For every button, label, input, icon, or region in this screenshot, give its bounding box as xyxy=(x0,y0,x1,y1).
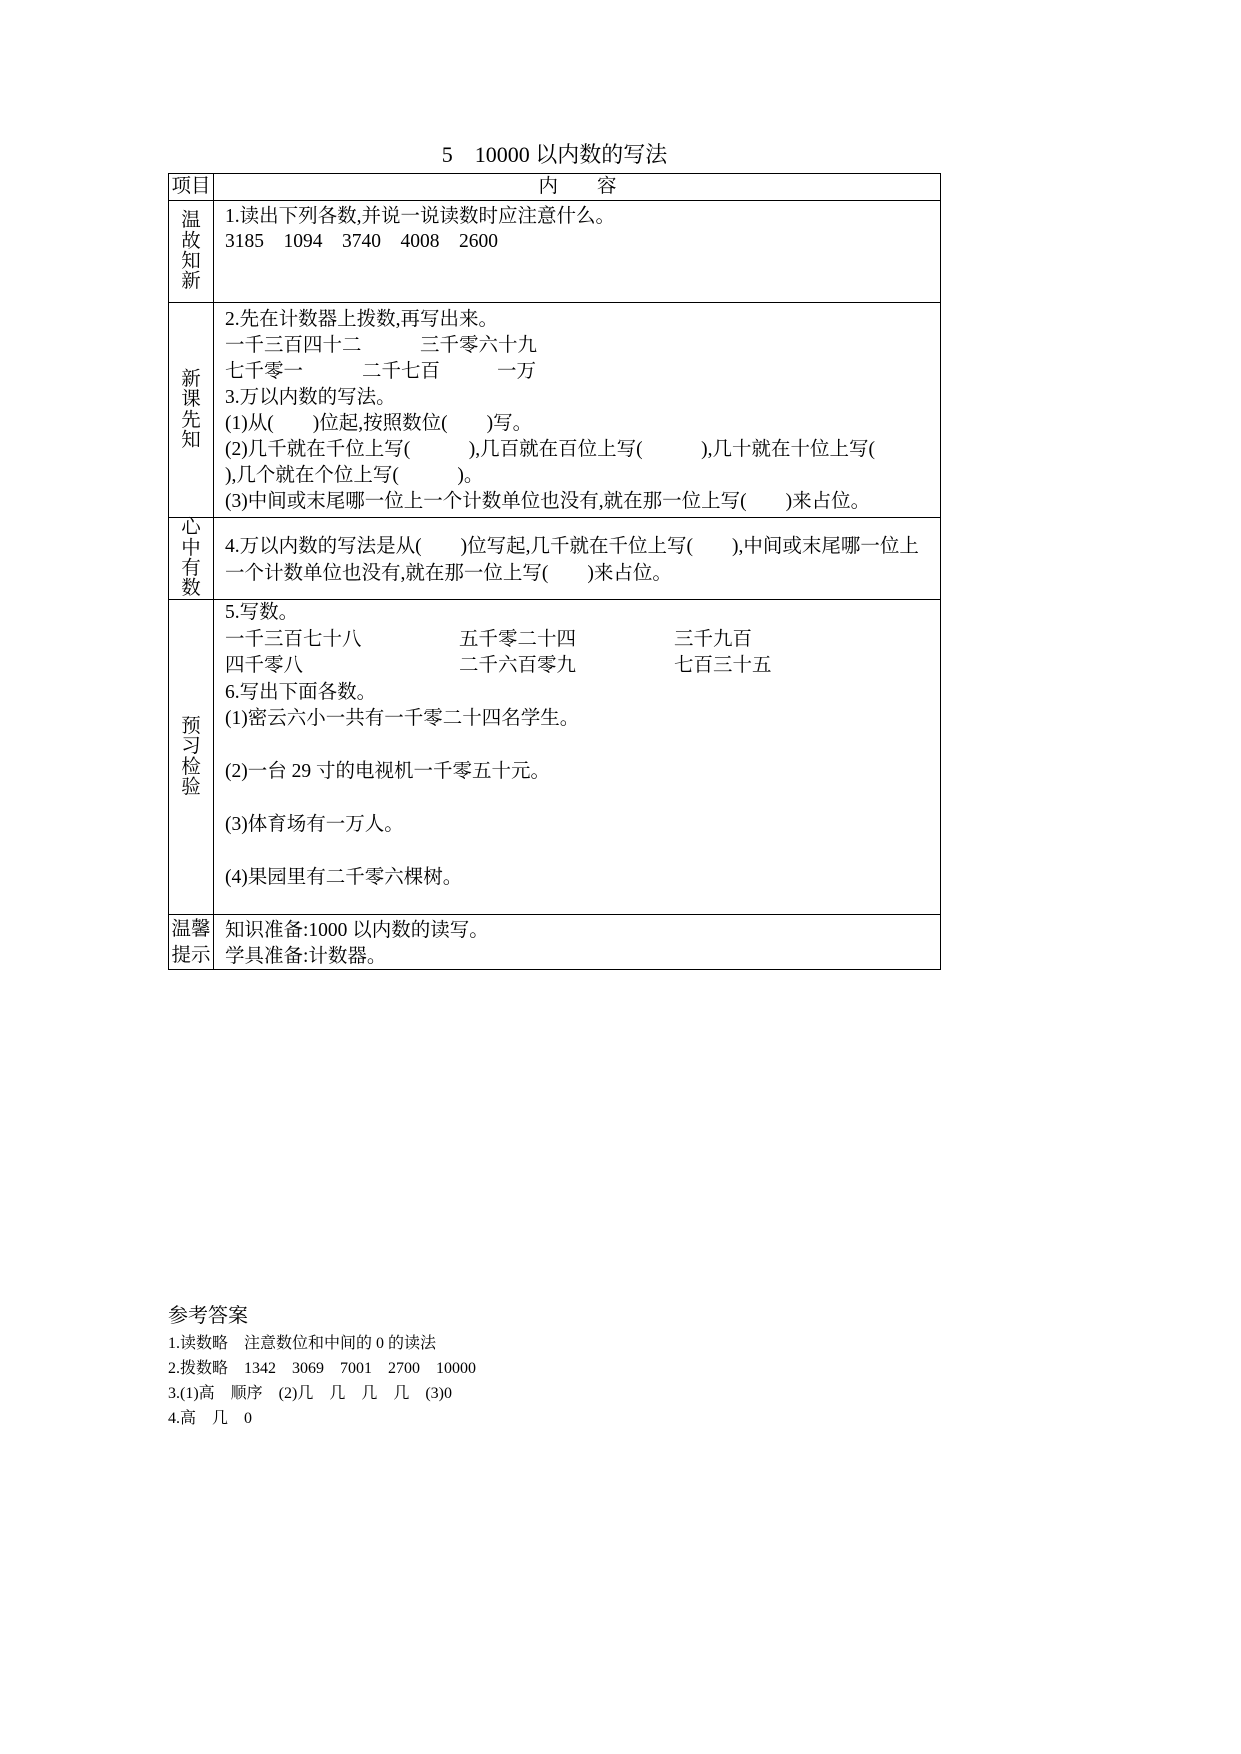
question-3-part-3: (3)中间或末尾哪一位上一个计数单位也没有,就在那一位上写( )来占位。 xyxy=(225,491,871,512)
question-6: 6.写出下面各数。 xyxy=(225,681,377,703)
question-3-part-2a: (2)几千就在千位上写( ),几百就在百位上写( ),几十就在十位上写( xyxy=(225,439,875,460)
question-3-part-1: (1)从( )位起,按照数位( )写。 xyxy=(225,413,533,434)
number-list xyxy=(225,229,935,254)
write-item: 一万 xyxy=(497,361,537,382)
tip-line: 学具准备:计数器。 xyxy=(225,946,387,967)
write-item: 三千零六十九 xyxy=(420,335,538,356)
question-2-items-row2 xyxy=(225,359,935,385)
question-5-items-row1 xyxy=(225,627,935,654)
header-item: 项目 xyxy=(171,176,211,197)
write-item: 七百三十五 xyxy=(674,655,772,676)
section-label-text: 预习检验 xyxy=(181,715,201,798)
section-content-tips xyxy=(225,915,935,970)
answers-list xyxy=(168,1331,476,1431)
section-label-text: 心中有数 xyxy=(181,517,201,600)
question-6-item: (4)果园里有二千零六棵树。 xyxy=(225,867,463,888)
section-label-text: 新课先知 xyxy=(181,368,201,451)
section-label-check xyxy=(168,600,214,915)
question-6-item: (2)一台 29 寸的电视机一千零五十元。 xyxy=(225,761,550,782)
section-label-summary xyxy=(168,518,214,600)
section-content-summary xyxy=(225,518,935,587)
section-label-review xyxy=(168,201,214,303)
write-item: 一千三百七十八 xyxy=(225,628,362,650)
section-label-tips xyxy=(168,915,214,970)
number-item: 3740 xyxy=(342,230,381,252)
question-2-items-row1 xyxy=(225,333,935,359)
write-item: 二千七百 xyxy=(362,361,441,382)
number-item: 2600 xyxy=(459,230,498,252)
write-item: 五千零二十四 xyxy=(459,628,577,650)
question-5-items-row2 xyxy=(225,653,935,680)
question-5: 5.写数。 xyxy=(225,602,299,623)
write-item: 二千六百零九 xyxy=(459,655,577,676)
answers-heading: 参考答案 xyxy=(168,1305,248,1327)
question-6-item: (1)密云六小一共有一千零二十四名学生。 xyxy=(225,708,580,729)
write-item: 四千零八 xyxy=(225,655,304,676)
answer-line: 3.(1)高 顺序 (2)几 几 几 几 (3)0 xyxy=(168,1384,452,1402)
question-1: 1.读出下列各数,并说一说读数时应注意什么。 xyxy=(225,205,616,227)
section-label-text: 温馨提示 xyxy=(171,918,211,966)
section-content-preview xyxy=(225,303,935,515)
answer-line: 1.读数略 注意数位和中间的 0 的读法 xyxy=(168,1334,437,1352)
number-item: 1094 xyxy=(283,230,323,252)
question-4-line1: 4.万以内数的写法是从( )位写起,几千就在千位上写( ),中间或末尾哪一位上 xyxy=(225,535,919,557)
question-6-item: (3)体育场有一万人。 xyxy=(225,814,404,835)
question-2: 2.先在计数器上拨数,再写出来。 xyxy=(225,309,499,330)
number-item: 3185 xyxy=(225,230,264,252)
section-content-check xyxy=(225,600,935,892)
section-label-preview xyxy=(168,303,214,518)
write-item: 一千三百四十二 xyxy=(225,335,362,356)
header-content: 内 容 xyxy=(538,176,617,197)
question-3: 3.万以内数的写法。 xyxy=(225,387,396,408)
number-item: 4008 xyxy=(400,230,440,252)
answer-line: 2.拨数略 1342 3069 7001 2700 10000 xyxy=(168,1359,477,1377)
section-label-text: 温故知新 xyxy=(181,210,201,293)
write-item: 七千零一 xyxy=(225,361,304,382)
question-3-part-2b: ),几个就在个位上写( )。 xyxy=(225,465,484,486)
section-content-review xyxy=(225,201,935,254)
page-title: 5 10000 以内数的写法 xyxy=(441,142,668,167)
tip-line: 知识准备:1000 以内数的读写。 xyxy=(225,920,489,941)
question-4-line2: 一个计数单位也没有,就在那一位上写( )来占位。 xyxy=(225,562,672,584)
write-item: 三千九百 xyxy=(674,628,753,650)
answer-line: 4.高 几 0 xyxy=(168,1409,253,1427)
